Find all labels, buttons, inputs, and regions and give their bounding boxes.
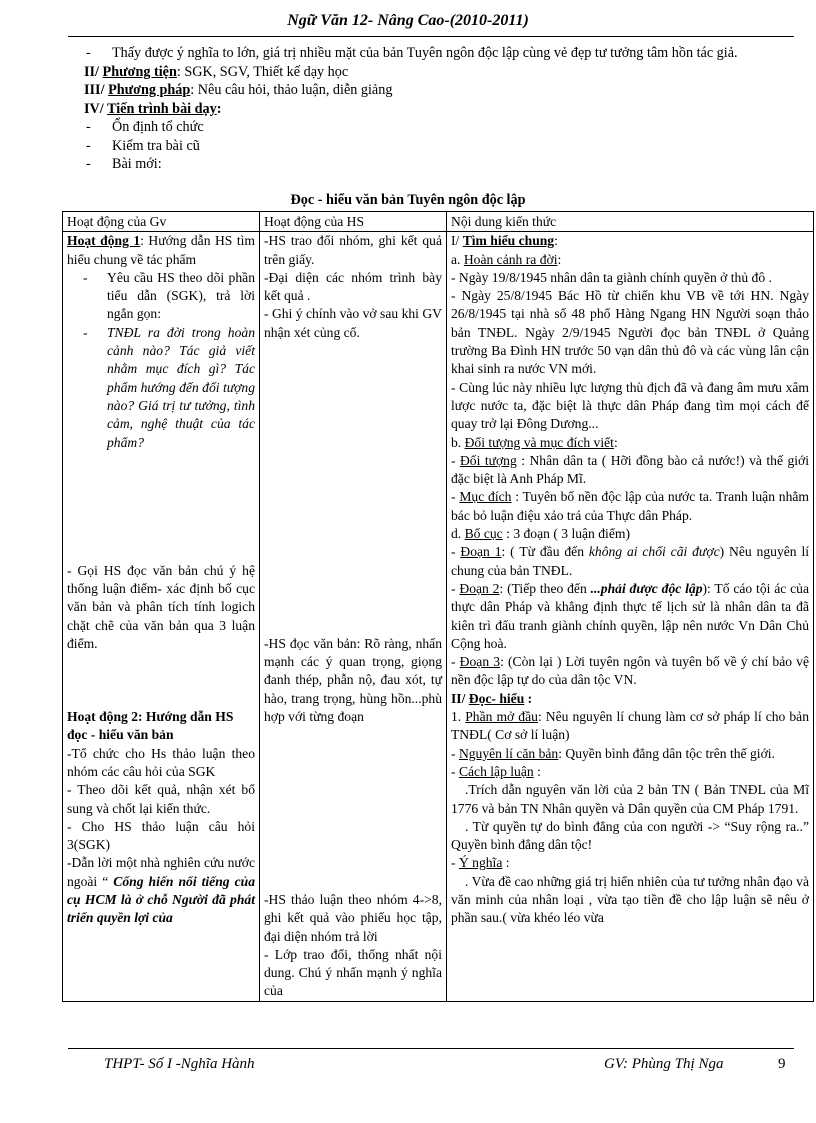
list-item: - Yêu cầu HS theo dõi phần tiểu dẫn (SGK), trả lời ngắn gọn: [83,269,255,322]
header-student: Hoạt động của HS [260,212,447,232]
method-heading: Phương pháp [108,82,191,98]
footer-rule [68,1048,794,1049]
means-heading: Phương tiện [102,63,177,80]
section-procedure: IV/ Tiến trình bài dạy: [84,100,222,117]
objective-text: Thấy được ý nghĩa to lớn, giá trị nhiều mặt của bản Tuyên ngôn độc lập cùng vẻ đẹp tư tưởng tâm hồn tác giả. [112,45,738,61]
footer-school: THPT- Số I -Nghĩa Hành [104,1056,255,1072]
content-cell: I/ Tìm hiểu chung: a. Hoàn cảnh ra đời: - Ngày 19/8/1945 nhân dân ta giành chính quyền ở thủ đô . - Ngày 25/8/1945 Bác Hồ từ chiến khu VB về tới HN. Ngày 26/8/1945 tại nhà số 48 phố Hàng Ngang HN Người soạn thảo bản TNĐL. Ngày 2/9/1945 Người đọc bản TNĐL ở Quảng trường Ba Đình HN trước 50 vạn dân thủ đô và các vùng lân cận khai sinh ra nước VN mới. - Cùng lúc này nhiều lực lượng thù địch đã và đang âm mưu xâm lược nước ta, đặc biệt là thực dân Pháp đang tìm mọi cách để quay trở lại Đông Dương... b. Đối tượng và mục đích viết: - Đối tượng : Nhân dân ta ( Hỡi đồng bào cả nước!) và thế giới đặc biệt là Anh Pháp Mĩ. - Mục đích : Tuyên bố nền độc lập của nước ta. Tranh luận nhằm bác bỏ luận điệu xảo trá của Thực dân Pháp. d. Bố cục : 3 đoạn ( 3 luận điểm) - Đoạn 1: ( Từ đầu đến không ai chối cãi được) Nêu nguyên lí chung của bản TNĐL. - Đoạn 2: (Tiếp theo đến ...phải được độc lập): Tố cáo tội ác của thực dân Pháp và khẳng định thực tế lịch sử là nhân dân ta đã kiên trì đấu tranh giành chính quyền, lập nên nước Vn Dân Chủ Cộng hoà. - Đoạn 3: (Còn lại ) Lời tuyên ngôn và tuyên bố về ý chí bảo vệ nền độc lập tự do của dân tộc VN. II/ Đọc- hiểu : 1. Phần mở đầu: Nêu nguyên lí chung làm cơ sở pháp lí cho bản TNĐL( Cơ sở lí luận) - Nguyên lí căn bản: Quyền bình đẳng dân tộc trên thế giới. - Cách lập luận : .Trích dẫn nguyên văn lời của 2 bản TN ( Bản TNĐL của Mĩ 1776 và bản TN Nhân quyền và Dân quyền của CM Pháp 1791. . Từ quyền tự do bình đẳng của con người -> “Suy rộng ra..” Quyền bình đẳng dân tộc! - Ý nghĩa : . Vừa đề cao những giá trị hiển nhiên của tư tưởng nhân đạo và văn minh của nhân loại , vừa tạo tiền đề cho lập luận sẽ nêu ở phần sau.( vừa khéo léo vừa [447,232,814,1001]
teacher-activity-cell: Hoạt động 1: Hướng dẫn HS tìm hiểu chung về tác phẩm - Yêu cầu HS theo dõi phần tiểu dẫn (SGK), trả lời ngắn gọn: - TNĐL ra đời trong hoàn cảnh nào? Tác giả viết nhằm mục đích gì? Tác phẩm hướng đến đối tượng nào? Giá trị tư tưởng, tình cảm, nghệ thuật của tác phẩm? - Gọi HS đọc văn bản chú ý hệ thống luận điểm- xác định bố cục văn bản và phân tích tính logich chặt chẽ của văn bản qua 3 luận điểm. Hoạt động 2: Hướng dẫn HS đọc - hiểu văn bản -Tổ chức cho Hs thảo luận theo nhóm các câu hỏi của SGK - Theo dõi kết quả, nhận xét bổ sung và chốt lại kiến thức. - Cho HS thảo luận câu hỏi 3(SGK) -Dẫn lời một nhà nghiên cứu nước ngoài “ Cống hiến nổi tiếng của cụ HCM là ở chỗ Người đã phát triển quyền lợi của [63,232,260,1001]
section-means: II/ Phương tiện: SGK, SGV, Thiết kế dạy học [84,63,349,80]
table-title: Đọc - hiểu văn bản Tuyên ngôn độc lập [290,192,526,208]
header-teacher: Hoạt động của Gv [63,212,260,232]
activity-1-title: Hoạt động 1 [67,233,141,249]
page-number: 9 [778,1056,786,1072]
table-header-row [63,212,814,232]
procedure-heading: Tiến trình bài dạy [107,100,217,117]
table-row [63,232,814,1001]
objective-bullet: - Thấy được ý nghĩa to lớn, giá trị nhiều mặt của bản Tuyên ngôn độc lập cùng vẻ đẹp tư tưởng tâm hồn tác giả. [86,45,738,61]
footer-teacher: GV: Phùng Thị Nga [604,1056,724,1072]
section-2-title: Đọc- hiểu [468,690,525,706]
step-item: - Kiểm tra bài cũ [86,137,200,154]
header-content: Nội dung kiến thức [447,212,814,232]
student-activity-cell: -HS trao đổi nhóm, ghi kết quả trên giấy. -Đại diện các nhóm trình bày kết quả . - Ghi ý chính vào vở sau khi GV nhận xét củng cố. -HS đọc văn bản: Rõ ràng, nhấn mạnh các ý quan trọng, giọng đanh thép, phẫn nộ, đau xót, tự hào, trang trọng, hùng hồn...phù hợp với từng đoạn -HS thảo luận theo nhóm 4->8, ghi kết quả vào phiếu học tập, đại diện nhóm trả lời - Lớp trao đổi, thống nhất nội dung. Chú ý nhấn mạnh ý nghĩa của [260,232,447,1001]
lesson-table [62,211,814,1002]
step-item: - Bài mới: [86,156,162,172]
page-header-title: Ngữ Văn 12- Nâng Cao-(2010-2011) [287,12,529,29]
list-item: - TNĐL ra đời trong hoàn cảnh nào? Tác giả viết nhằm mục đích gì? Tác phẩm hướng đến đối tượng nào? Giá trị tư tưởng, tình cảm, nghệ thuật của tác phẩm? [83,324,255,450]
header-rule [68,36,794,37]
step-item: - Ổn định tổ chức [86,119,204,135]
activity-2-title: Hoạt động 2: Hướng dẫn HS đọc - hiểu văn bản [67,709,234,743]
teacher-reading-task: - Gọi HS đọc văn bản chú ý hệ thống luận điểm- xác định bố cục văn bản và phân tích tính logich chặt chẽ của văn bản qua 3 luận điểm. [67,562,255,651]
section-method: III/ Phương pháp: Nêu câu hỏi, thảo luận, diễn giảng [84,82,393,98]
section-1-title: Tìm hiểu chung [462,233,555,249]
intro-section [84,44,796,174]
